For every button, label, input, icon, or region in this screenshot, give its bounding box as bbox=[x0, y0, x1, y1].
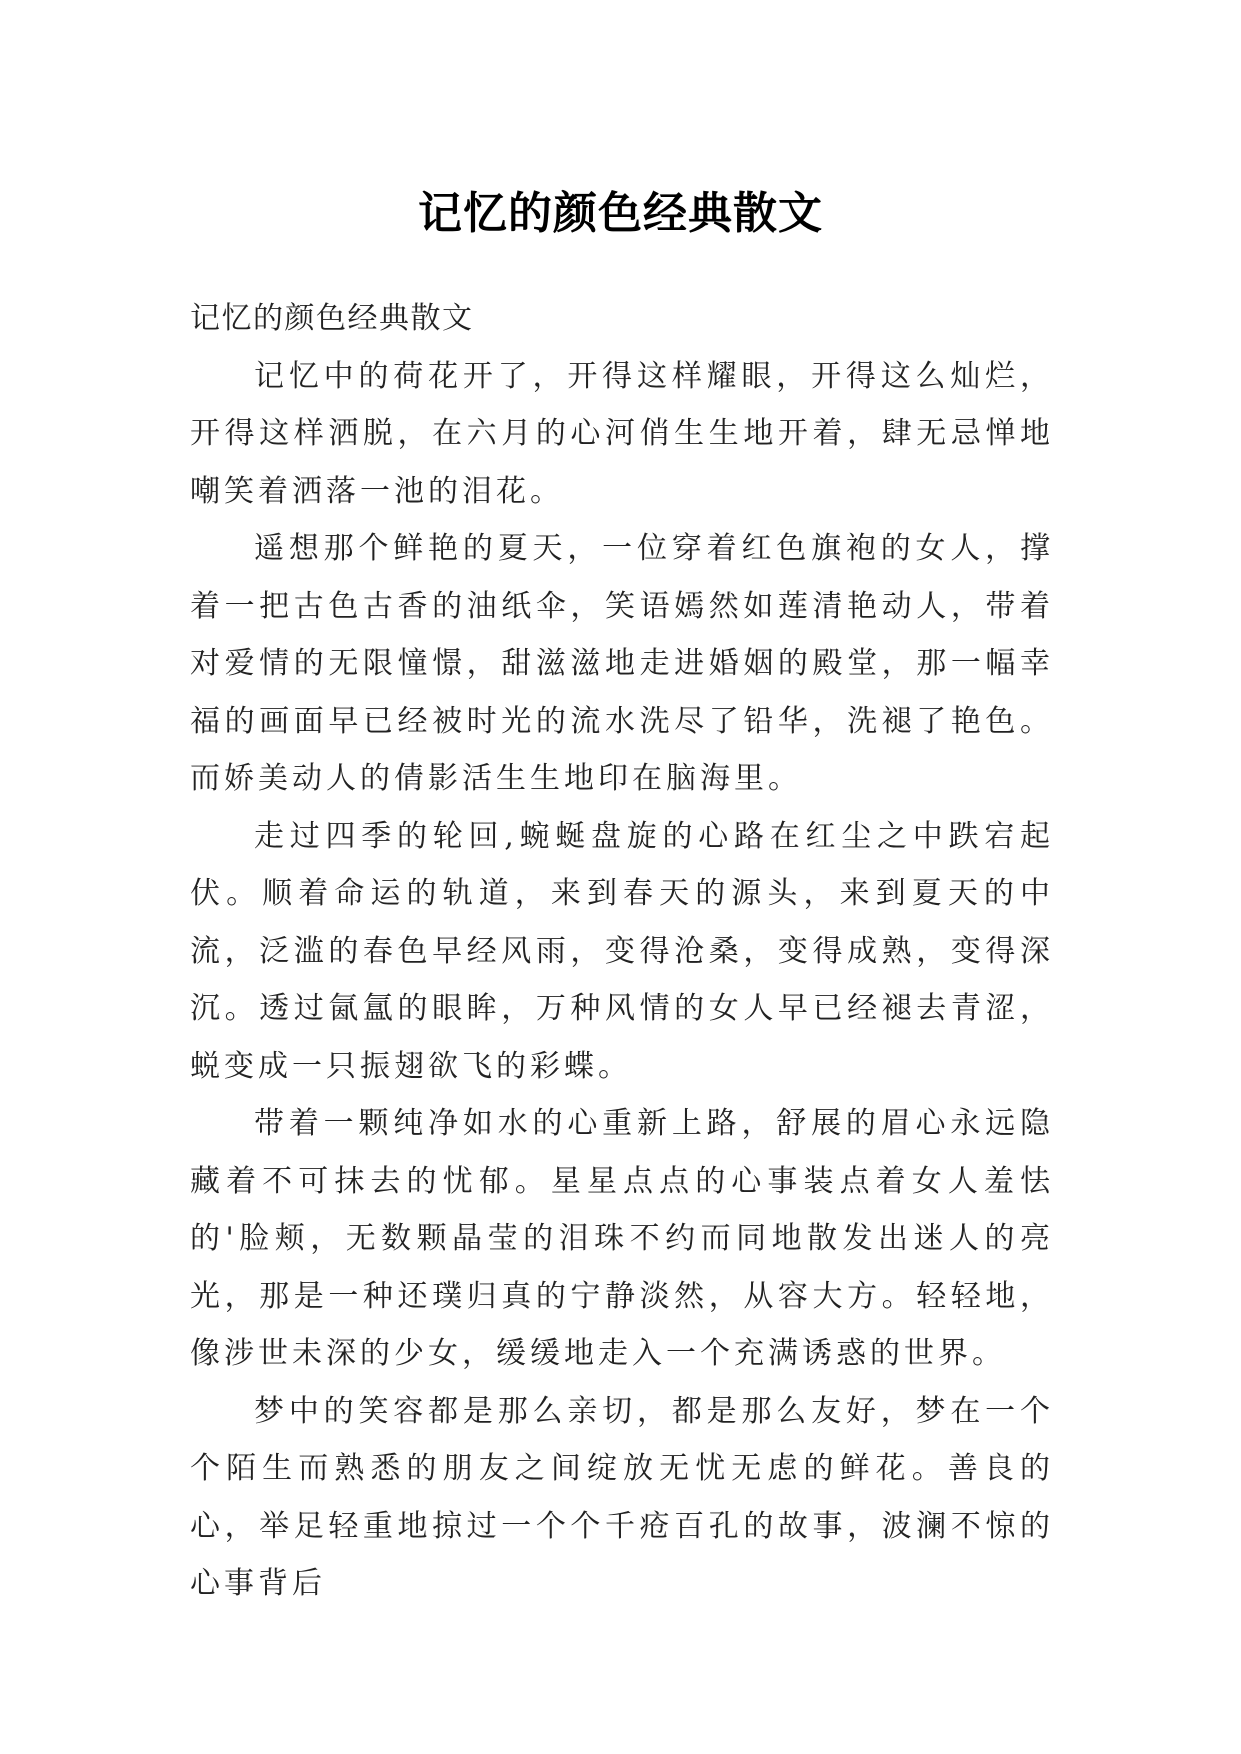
document-body bbox=[190, 290, 1054, 1613]
paragraph: 梦中的笑容都是那么亲切，都是那么友好，梦在一个个陌生而熟悉的朋友之间绽放无忧无虑的鲜花。善良的心，举足轻重地掠过一个个千疮百孔的故事，波澜不惊的心事背后 bbox=[190, 1393, 1054, 1601]
paragraph: 带着一颗纯净如水的心重新上路，舒展的眉心永远隐藏着不可抹去的忧郁。星星点点的心事装点着女人羞怯的'脸颊，无数颗晶莹的泪珠不约而同地散发出迷人的亮光，那是一种还璞归真的宁静淡然，从容大方。轻轻地，像涉世未深的少女，缓缓地走入一个充满诱惑的世界。 bbox=[190, 1106, 1054, 1371]
document-title: 记忆的颜色经典散文 bbox=[418, 188, 823, 240]
document-subtitle: 记忆的颜色经典散文 bbox=[190, 301, 474, 336]
paragraph: 记忆中的荷花开了，开得这样耀眼，开得这么灿烂，开得这样洒脱，在六月的心河俏生生地开着，肆无忌惮地嘲笑着洒落一池的泪花。 bbox=[190, 358, 1054, 509]
paragraph: 遥想那个鲜艳的夏天，一位穿着红色旗袍的女人，撑着一把古色古香的油纸伞，笑语嫣然如莲清艳动人，带着对爱情的无限憧憬，甜滋滋地走进婚姻的殿堂，那一幅幸福的画面早已经被时光的流水洗尽了铅华，洗褪了艳色。而娇美动人的倩影活生生地印在脑海里。 bbox=[190, 531, 1054, 796]
paragraph: 走过四季的轮回,蜿蜒盘旋的心路在红尘之中跌宕起伏。顺着命运的轨道，来到春天的源头，来到夏天的中流，泛滥的春色早经风雨，变得沧桑，变得成熟，变得深沉。透过氤氲的眼眸，万种风情的女人早已经褪去青涩，蜕变成一只振翅欲飞的彩蝶。 bbox=[190, 818, 1054, 1084]
